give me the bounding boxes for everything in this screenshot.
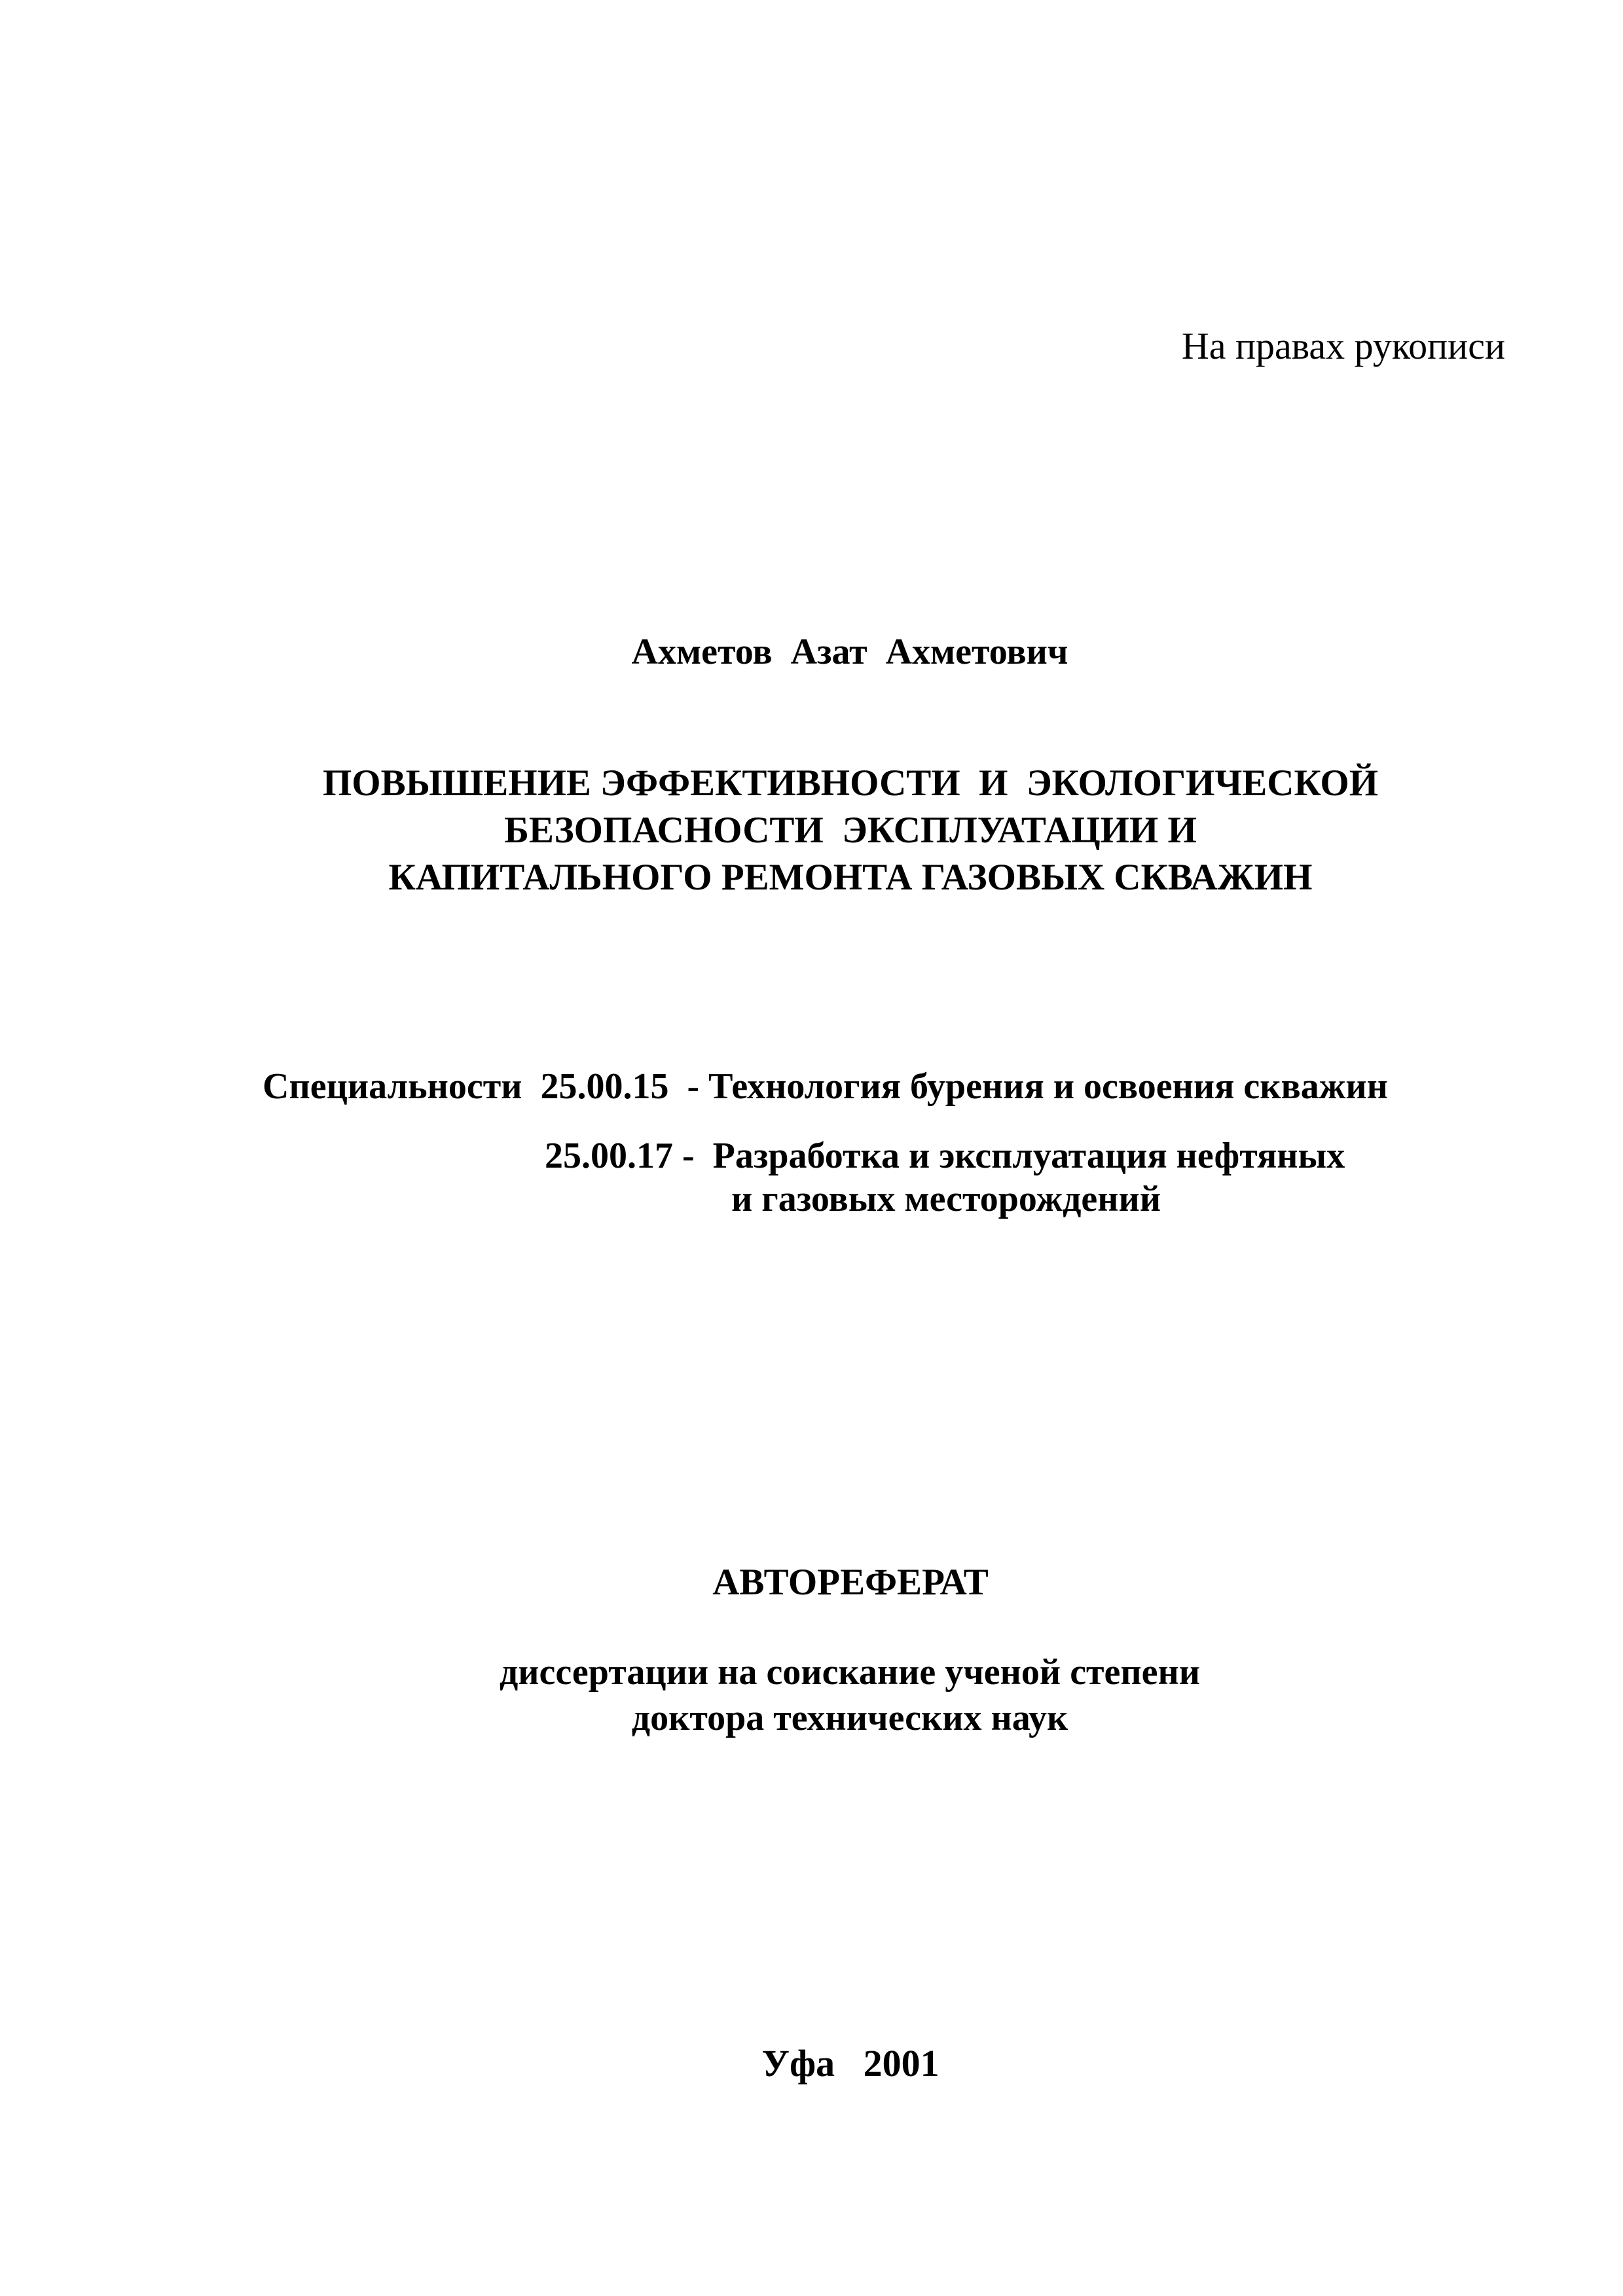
specialty-line-2: 25.00.17 - Разработка и эксплуатация нефтяных [545,1136,1345,1176]
place-year: Уфа 2001 [761,2042,939,2085]
specialty-line-1: Специальности 25.00.15 - Технология бурения и освоения скважин [263,1066,1388,1107]
author-name: Ахметов Азат Ахметович [631,632,1068,672]
title-line-1: ПОВЫШЕНИЕ ЭФФЕКТИВНОСТИ И ЭКОЛОГИЧЕСКОЙ [322,762,1379,804]
manuscript-note: На правах рукописи [1181,325,1505,367]
title-line-3: КАПИТАЛЬНОГО РЕМОНТА ГАЗОВЫХ СКВАЖИН [388,857,1313,898]
specialty-line-3: и газовых месторождений [731,1179,1161,1219]
document-type: АВТОРЕФЕРАТ [712,1562,989,1603]
title-line-2: БЕЗОПАСНОСТИ ЭКСПЛУАТАЦИИ И [504,810,1197,851]
degree-line-1: диссертации на соискание ученой степени [499,1652,1201,1693]
degree-line-2: доктора технических наук [631,1698,1068,1738]
